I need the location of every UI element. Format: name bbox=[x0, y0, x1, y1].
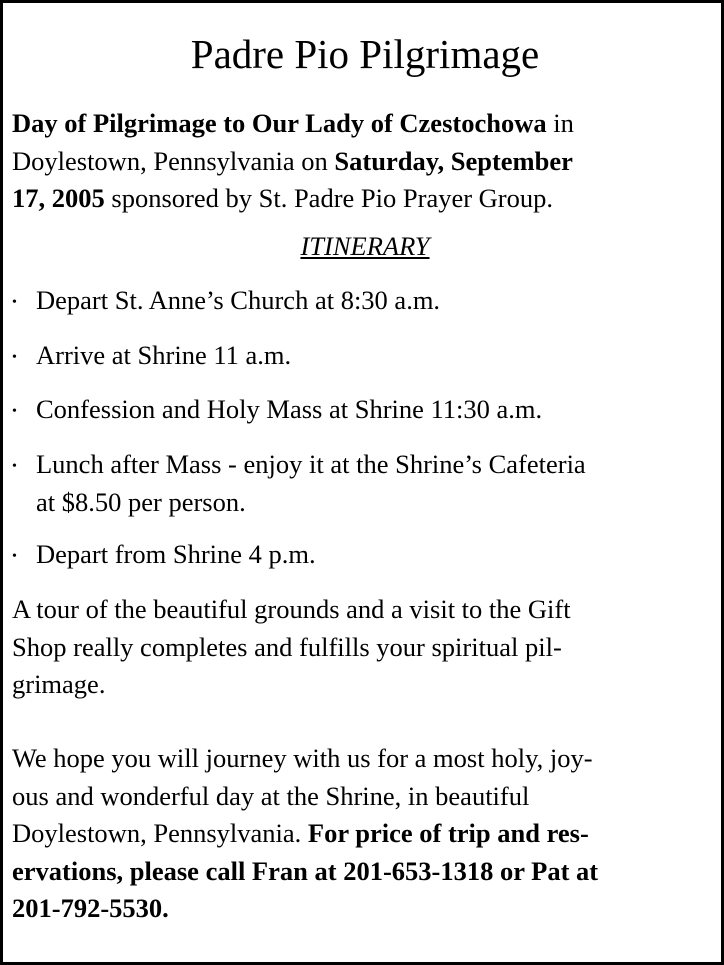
itinerary-item-line: Lunch after Mass - enjoy it at the Shrine’s Cafeteria bbox=[36, 449, 586, 479]
bullet-icon: • bbox=[12, 295, 17, 310]
tour-line: Shop really completes and fulfills your spiritual pil- bbox=[12, 631, 562, 662]
bullet-icon: • bbox=[12, 404, 17, 419]
itinerary-item bbox=[12, 391, 718, 429]
closing-line: ous and wonderful day at the Shrine, in beautiful bbox=[12, 780, 530, 811]
contact-info-start: For price of trip and res- bbox=[307, 818, 589, 848]
closing-location: Doylestown, Pennsylvania. bbox=[12, 818, 308, 848]
event-date-part-1: Saturday, September bbox=[334, 145, 573, 176]
bullet-icon: • bbox=[12, 350, 17, 365]
event-name: Day of Pilgrimage to Our Lady of Czestochowa bbox=[12, 108, 547, 138]
event-date-part-2: 17, 2005 bbox=[12, 183, 105, 213]
contact-info: ervations, please call Fran at 201-653-1318 or Pat at bbox=[12, 855, 599, 886]
intro-in: in bbox=[546, 108, 574, 138]
closing-paragraph bbox=[12, 740, 718, 928]
intro-line-1 bbox=[12, 105, 718, 143]
bullet-icon: • bbox=[12, 549, 17, 564]
itinerary-item-text: Depart St. Anne’s Church at 8:30 a.m. bbox=[36, 285, 441, 315]
tour-paragraph bbox=[12, 591, 718, 704]
intro-sponsor: sponsored by St. Padre Pio Prayer Group. bbox=[104, 183, 553, 213]
itinerary-item-text: Depart from Shrine 4 p.m. bbox=[36, 539, 316, 569]
itinerary-item bbox=[12, 446, 718, 521]
itinerary-item-text: Confession and Holy Mass at Shrine 11:30 a.m. bbox=[36, 394, 543, 424]
intro-location: Doylestown, Pennsylvania on bbox=[12, 145, 335, 176]
itinerary-item bbox=[12, 282, 718, 320]
itinerary-heading: ITINERARY bbox=[300, 231, 430, 261]
tour-line: A tour of the beautiful grounds and a visit to the Gift bbox=[12, 594, 571, 624]
bullet-icon: • bbox=[12, 459, 17, 474]
itinerary-item-text bbox=[36, 446, 718, 521]
intro-line-3 bbox=[12, 180, 718, 218]
itinerary-item bbox=[12, 337, 718, 375]
closing-line bbox=[12, 815, 718, 853]
tour-line: grimage. bbox=[12, 669, 106, 699]
itinerary-item-line: at $8.50 per person. bbox=[36, 486, 246, 517]
page-title: Padre Pio Pilgrimage bbox=[190, 31, 540, 77]
intro-line-2 bbox=[12, 143, 718, 181]
closing-line: We hope you will journey with us for a most holy, joy- bbox=[12, 743, 593, 773]
itinerary-item-text: Arrive at Shrine 11 a.m. bbox=[36, 340, 292, 370]
itinerary-item bbox=[12, 536, 718, 574]
intro-paragraph bbox=[12, 105, 718, 218]
contact-phone: 201-792-5530. bbox=[12, 893, 169, 923]
